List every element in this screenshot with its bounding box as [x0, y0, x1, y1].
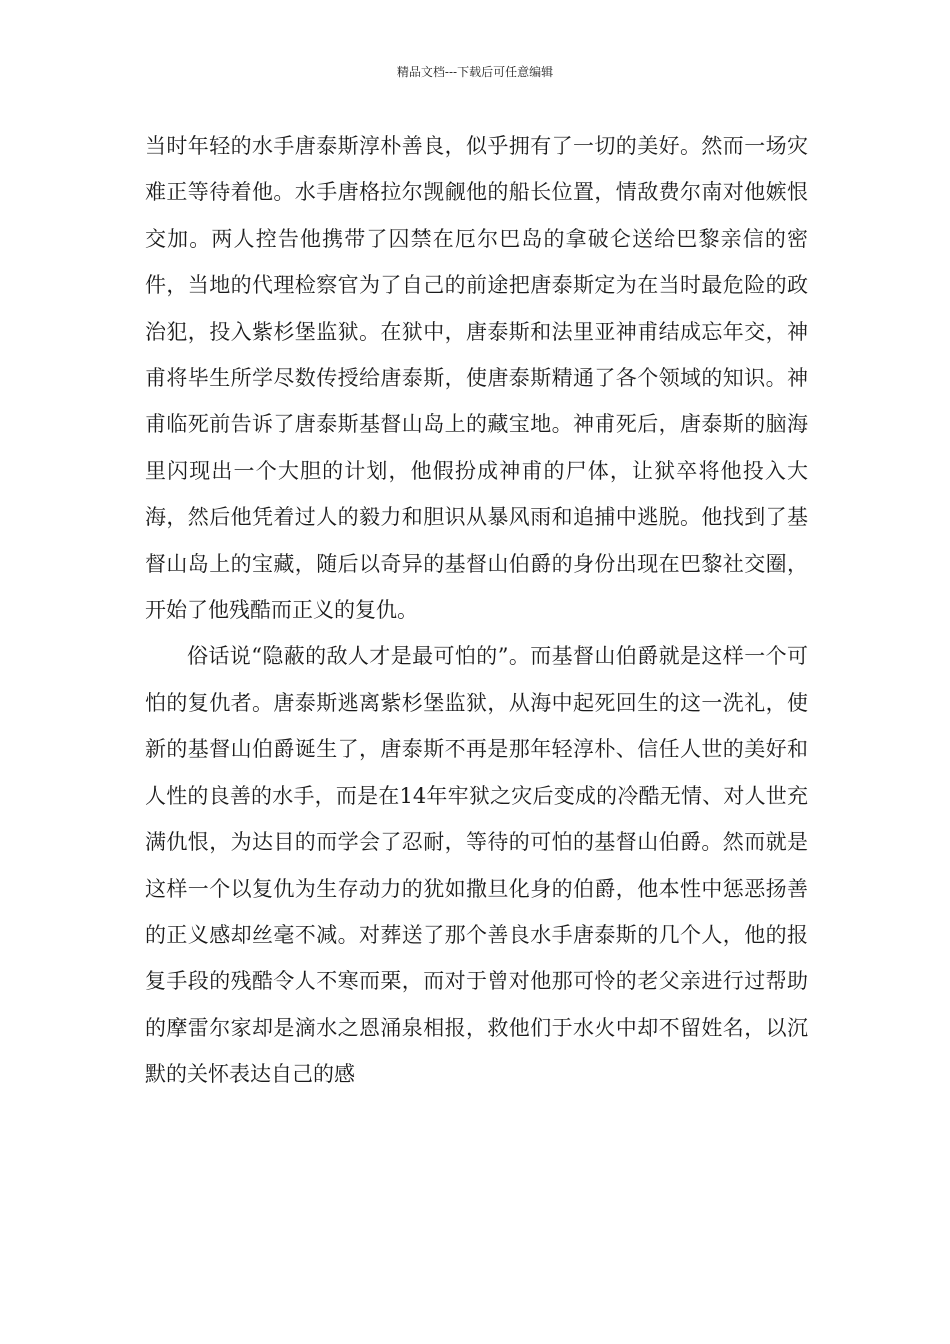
- paragraph-1: 当时年轻的水手唐泰斯淳朴善良，似乎拥有了一切的美好。然而一场灾难正等待着他。水手唐格拉尔觊觎他的船长位置，情敌费尔南对他嫉恨交加。两人控告他携带了囚禁在厄尔巴岛的拿破仑送给巴黎亲信的密件，当地的代理检察官为了自己的前途把唐泰斯定为在当时最危险的政治犯，投入紫杉堡监狱。在狱中，唐泰斯和法里亚神甫结成忘年交，神甫将毕生所学尽数传授给唐泰斯，使唐泰斯精通了各个领域的知识。神甫临死前告诉了唐泰斯基督山岛上的藏宝地。神甫死后，唐泰斯的脑海里闪现出一个大胆的计划，他假扮成神甫的尸体，让狱卒将他投入大海，然后他凭着过人的毅力和胆识从暴风雨和追捕中逃脱。他找到了基督山岛上的宝藏，随后以奇异的基督山伯爵的身份出现在巴黎社交圈，开始了他残酷而正义的复仇。: [145, 134, 808, 623]
- document-body: [145, 123, 808, 1098]
- page-header: 精品文档---下载后可任意编辑: [396, 65, 554, 79]
- paragraph-2: 俗话说“隐蔽的敌人才是最可怕的”。而基督山伯爵就是这样一个可怕的复仇者。唐泰斯逃离紫杉堡监狱，从海中起死回生的这一洗礼，使新的基督山伯爵诞生了，唐泰斯不再是那年轻淳朴、信任人世的美好和人性的良善的水手，而是在14年牢狱之灾后变成的冷酷无情、对人世充满仇恨，为达目的而学会了忍耐，等待的可怕的基督山伯爵。然而就是这样一个以复仇为生存动力的犹如撒旦化身的伯爵，他本性中惩恶扬善的正义感却丝毫不减。对葬送了那个善良水手唐泰斯的几个人，他的报复手段的残酷令人不寒而栗，而对于曾对他那可怜的老父亲进行过帮助的摩雷尔家却是滴水之恩涌泉相报，救他们于水火中却不留姓名，以沉默的关怀表达自己的感: [145, 644, 808, 1087]
